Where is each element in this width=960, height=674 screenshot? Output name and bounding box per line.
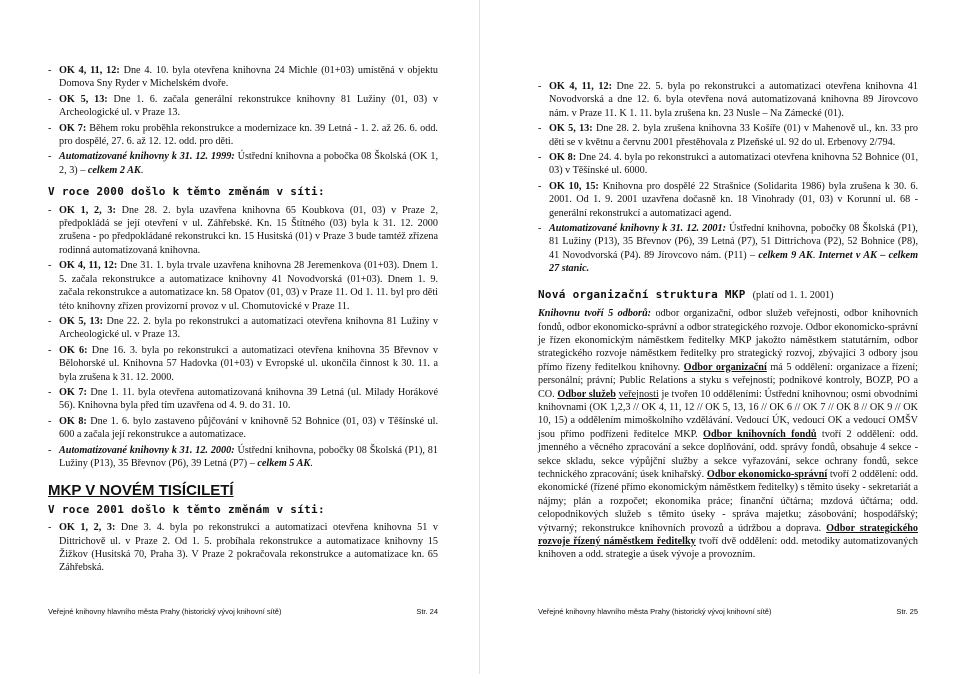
page-footer	[48, 607, 438, 616]
list-item: - OK 8: Dne 24. 4. byla po rekonstrukci a automatizaci otevřena knihovna 52 Bohnice (01, 03) v Těšínské ul. 6000.	[538, 151, 918, 178]
list-item: - OK 8: Dne 1. 6. bylo zastaveno půjčování v knihovně 52 Bohnice (01, 03) v Těšínské ul. 600 a začala její rekonstrukce a automatizace.	[48, 415, 438, 442]
list-item: - Automatizované knihovny k 31. 12. 2001: Ústřední knihovna, pobočky 08 Školská (P1), 81 Lužiny (P13), 35 Břevnov (P6), 39 Letná (P7), 51 Dittrichova (P2), 52 Bohnice (P8), 41 Novodvorská (P4). 89 Jírovcovo nám. (P11) – celkem 9 AK. Internet v AK – celkem 27 stanic.	[538, 222, 918, 276]
section-title-tisicileti: MKP V NOVÉM TISÍCILETÍ	[48, 482, 234, 500]
footer-text: Veřejné knihovny hlavního města Prahy (historický vývoj knihovní sítě)	[48, 607, 282, 616]
struktura-paragraph: Knihovnu tvoří 5 odborů: odbor organizační, odbor služeb veřejnosti, odbor knihovních fondů, odbor ekonomicko-správní a odbor strategického rozvoje. Odbor ekonomicko-správní je řízen ekonomickým náměstkem ředitelky MKP jakožto náměstkem statutárním, odbor strategického rozvoje náměstkem ředitelky pro strategický rozvoj, zbývající 3 odbory jsou přímo řízeny ředitelkou knihovny. Odbor organizační má 5 oddělení: organizace a řízení; personální; právní; Public Relations a styku s veřejností; podnikové kontroly, BOZP, PO a CO. Odbor služeb veřejnosti je tvořen 10 odděleními: Ústřední knihovnou; osmi obvodními knihovnami (OK 1,2,3 // OK 4, 11, 12 // OK 5, 13, 16 // OK 6 // OK 7 // OK 8 // OK 9 // OK 10, 15) a oddělením mimoškolního vzdělávání. Vedoucí ÚK, vedoucí OK a vedoucí OMŠV jsou přímo podřízeni ředitelce MKP. Odbor knihovních fondů tvoří 2 oddělení: odd. jmenného a věcného zpracování a sekce doplňování, odd. správy fondů, obsahuje 4 sekce - sekce skladu, sekce výpůjční služby a sekce vyřazování, sekce ochrany fondů, sekce technického zpracování; úsek knihařský. Odbor ekonomicko-správní tvoří 2 oddělení: odd. ekonomické (řízené přímo ekonomickým náměstkem ředitelky) s těmito úseky - sekretariát a nájmy; plán a rozpočet; ekonomika práce; finanční účtárna; mzdová účtárna; odd. celopodnikových služeb s těmito úseky - správa majetku; zásobování; hospodářský; výtvarný; rekonstrukce knihovních provozů a údržbou a doprava. Odbor strategického rozvoje řízený náměstkem ředitelky tvoří dvě oddělení: odd. metodiky automatizovaných knihoven a odd. strategie a úsek vývoje a provozním.	[538, 308, 919, 561]
struktura-heading: Nová organizační struktura MKP	[538, 287, 746, 301]
list-item: - OK 4, 11, 12: Dne 31. 1. byla trvale uzavřena knihovna 28 Jeremenkova (01+03). Dnem 1. 5. začala rekonstrukce a automatizace knihovny 41 Novodvorská (01+03). Dnem 1. 9. začala rekonstrukce a automatizace kn. 58 Opatov (01, 03) v Praze 11. Od 1. 11. byl pro děti této knihovny zřízen provizorní provoz v ul. Chomutovické v Praze 11.	[48, 259, 438, 313]
list-item: - OK 1, 2, 3: Dne 3. 4. byla po rekonstrukci a automatizaci otevřena knihovna 51 v Dittrichově ul. v Praze 2. Od 1. 5. probíhala rekonstrukce a automatizace knihovny 15 Žižkov (Husitská 70, Praha 3). V Praze 2 pokračovala rekonstrukce a automatizace kn. 65 Záhřebská.	[48, 521, 438, 575]
page-number: Str. 24	[416, 607, 438, 616]
list-item: - OK 5, 13: Dne 1. 6. začala generální rekonstrukce knihovny 81 Lužiny (01, 03) v Archeologické ul. v Praze 13.	[48, 93, 438, 120]
right-column	[538, 80, 918, 562]
struktura-date: (platí od 1. 1. 2001)	[752, 289, 834, 301]
page-footer	[538, 607, 918, 616]
list-item: - Automatizované knihovny k 31. 12. 2000: Ústřední knihovna, pobočky 08 Školská (P1), 81 Lužiny (P13), 35 Břevnov (P6), 39 Letná (P7) – celkem 5 AK.	[48, 444, 438, 471]
section-heading-2001: V roce 2001 došlo k těmto změnám v síti:	[48, 502, 325, 516]
page-number: Str. 25	[896, 607, 918, 616]
list-item: - Automatizované knihovny k 31. 12. 1999: Ústřední knihovna a pobočka 08 Školská (OK 1, 2, 3) – celkem 2 AK.	[48, 150, 438, 177]
list-item: - OK 10, 15: Knihovna pro dospělé 22 Strašnice (Solidarita 1986) byla zrušena k 30. 6. 2001. Od 1. 9. 2001 uzavřena dočasně kn. 18 Vinohrady (01, 03) v Korunní ul. 68 - generální rekonstrukcí a automatizaci agend.	[538, 180, 918, 220]
section-heading-2000: V roce 2000 došlo k těmto změnám v síti:	[48, 185, 325, 199]
right-page	[480, 0, 960, 674]
list-item: - OK 4, 11, 12: Dne 22. 5. byla po rekonstrukci a automatizaci otevřena knihovna 41 Novodvorská a dne 12. 6. byla otevřena nová automatizovaná knihovna 89 Jírovcovo nám. v Praze 11. K 1. 11. byla zrušena kn. 23 Nusle – Na Zámecké (01).	[538, 80, 918, 120]
list-item: - OK 7: Během roku proběhla rekonstrukce a modernizace kn. 39 Letná - 1. 2. až 26. 6. odd. pro dospělé, 27. 6. až 12. 12. odd. pro děti.	[48, 122, 438, 149]
list-item: - OK 5, 13: Dne 28. 2. byla zrušena knihovna 33 Košíře (01) v Mahenově ul., kn. 33 pro děti se v květnu a červnu 2001 přestěhovala z Plzeňské ul. 92 do ul. Erbenovy 2/794.	[538, 122, 918, 149]
list-item: - OK 1, 2, 3: Dne 28. 2. byla uzavřena knihovna 65 Koubkova (01, 03) v Praze 2, předpokládá se její otevření v ul. Záhřebské. Kn. 15 Štítného (03) byla k 31. 12. 2000 zrušena - po předpokládané rekonstrukci kn. 15 Husitská (01) v Praze 3 bude tamtéž zřízena rodinná automatizovaná knihovna.	[48, 204, 438, 258]
section-heading-struktura	[538, 288, 918, 302]
list-item: - OK 7: Dne 1. 11. byla otevřena automatizovaná knihovna 39 Letná (ul. Milady Horákové 56). Knihovna byla před tím uzavřena od 4. 9. do 31. 10.	[48, 386, 438, 413]
left-column	[48, 64, 438, 575]
list-item: - OK 4, 11, 12: Dne 4. 10. byla otevřena knihovna 24 Michle (01+03) umístěná v objektu Domova Sny Ryder v Michelském dvoře.	[48, 64, 438, 91]
list-item: - OK 5, 13: Dne 22. 2. byla po rekonstrukci a automatizaci otevřena knihovna 81 Lužiny v Archeologické ul. v Praze 13.	[48, 315, 438, 342]
list-item: - OK 6: Dne 16. 3. byla po rekonstrukci a automatizaci otevřena knihovna 35 Břevnov v Bělohorské ul. Knihovna 57 Hadovka (01+03) v Evropské ul. ukončila činnost k 30. 11. a byla zrušena k 31. 12. 2000.	[48, 344, 438, 384]
footer-text: Veřejné knihovny hlavního města Prahy (historický vývoj knihovní sítě)	[538, 607, 772, 616]
